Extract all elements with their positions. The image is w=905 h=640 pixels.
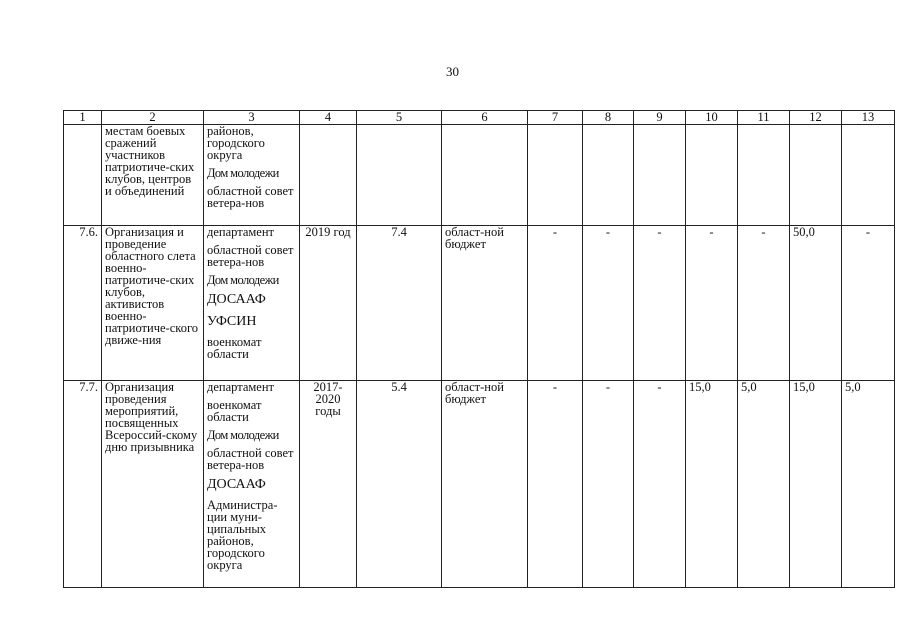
indicator xyxy=(357,125,442,226)
funding-source: област-ной бюджет xyxy=(442,226,528,381)
value-cell: 15,0 xyxy=(686,381,738,588)
column-header: 7 xyxy=(528,111,583,125)
executor: областной совет ветера-нов xyxy=(207,184,294,210)
indicator: 5.4 xyxy=(357,381,442,588)
event-name: местам боевых сражений участников патриотиче-ских клубов, центров и объединений xyxy=(102,125,204,226)
column-number-row xyxy=(64,111,895,125)
table-row xyxy=(64,381,895,588)
value-cell xyxy=(528,125,583,226)
executor: районов, городского округа xyxy=(207,124,265,162)
executors-cell xyxy=(204,381,300,588)
value-cell xyxy=(686,125,738,226)
term xyxy=(300,125,357,226)
value-cell: - xyxy=(738,226,790,381)
executor: Дом молодежи xyxy=(207,273,279,287)
executor: областной совет ветера-нов xyxy=(207,446,294,472)
executors-cell xyxy=(204,226,300,381)
value-cell: 15,0 xyxy=(790,381,842,588)
column-header: 11 xyxy=(738,111,790,125)
executor: областной совет ветера-нов xyxy=(207,243,294,269)
item-number: 7.6. xyxy=(64,226,102,381)
value-cell xyxy=(634,125,686,226)
executor: ДОСААФ xyxy=(207,477,266,492)
column-header: 3 xyxy=(204,111,300,125)
value-cell: - xyxy=(634,226,686,381)
indicator: 7.4 xyxy=(357,226,442,381)
column-header: 1 xyxy=(64,111,102,125)
column-header: 10 xyxy=(686,111,738,125)
column-header: 6 xyxy=(442,111,528,125)
program-table xyxy=(63,110,895,588)
item-number xyxy=(64,125,102,226)
executor: Дом молодежи xyxy=(207,166,279,180)
value-cell: - xyxy=(634,381,686,588)
term: 2017-2020 годы xyxy=(300,381,357,588)
executor: Дом молодежи xyxy=(207,428,279,442)
executor: департамент xyxy=(207,380,275,394)
value-cell xyxy=(738,125,790,226)
value-cell: 5,0 xyxy=(738,381,790,588)
value-cell: 5,0 xyxy=(842,381,895,588)
value-cell: - xyxy=(583,381,634,588)
table-row xyxy=(64,125,895,226)
executor: департамент xyxy=(207,225,275,239)
value-cell: - xyxy=(686,226,738,381)
column-header: 13 xyxy=(842,111,895,125)
event-name: Организация и проведение областного слета военно-патриотиче-ских клубов, активистов военно-патриотиче-ского движе-ния xyxy=(102,226,204,381)
column-header: 2 xyxy=(102,111,204,125)
column-header: 9 xyxy=(634,111,686,125)
value-cell xyxy=(790,125,842,226)
funding-source xyxy=(442,125,528,226)
table-row xyxy=(64,226,895,381)
term: 2019 год xyxy=(300,226,357,381)
executor: УФСИН xyxy=(207,314,257,329)
column-header: 5 xyxy=(357,111,442,125)
executor: военкомат области xyxy=(207,398,262,424)
executor: Администра-ции муни-ципальных районов, городского округа xyxy=(207,498,278,572)
value-cell xyxy=(842,125,895,226)
funding-source: област-ной бюджет xyxy=(442,381,528,588)
value-cell: - xyxy=(528,381,583,588)
value-cell: - xyxy=(842,226,895,381)
executors-cell xyxy=(204,125,300,226)
executor: ДОСААФ xyxy=(207,292,266,307)
column-header: 8 xyxy=(583,111,634,125)
column-header: 4 xyxy=(300,111,357,125)
value-cell: - xyxy=(528,226,583,381)
item-number: 7.7. xyxy=(64,381,102,588)
page-number: 30 xyxy=(446,64,459,79)
event-name: Организация проведения мероприятий, посвященных Всероссий-скому дню призывника xyxy=(102,381,204,588)
value-cell xyxy=(583,125,634,226)
value-cell: 50,0 xyxy=(790,226,842,381)
executor: военкомат области xyxy=(207,335,262,361)
column-header: 12 xyxy=(790,111,842,125)
value-cell: - xyxy=(583,226,634,381)
